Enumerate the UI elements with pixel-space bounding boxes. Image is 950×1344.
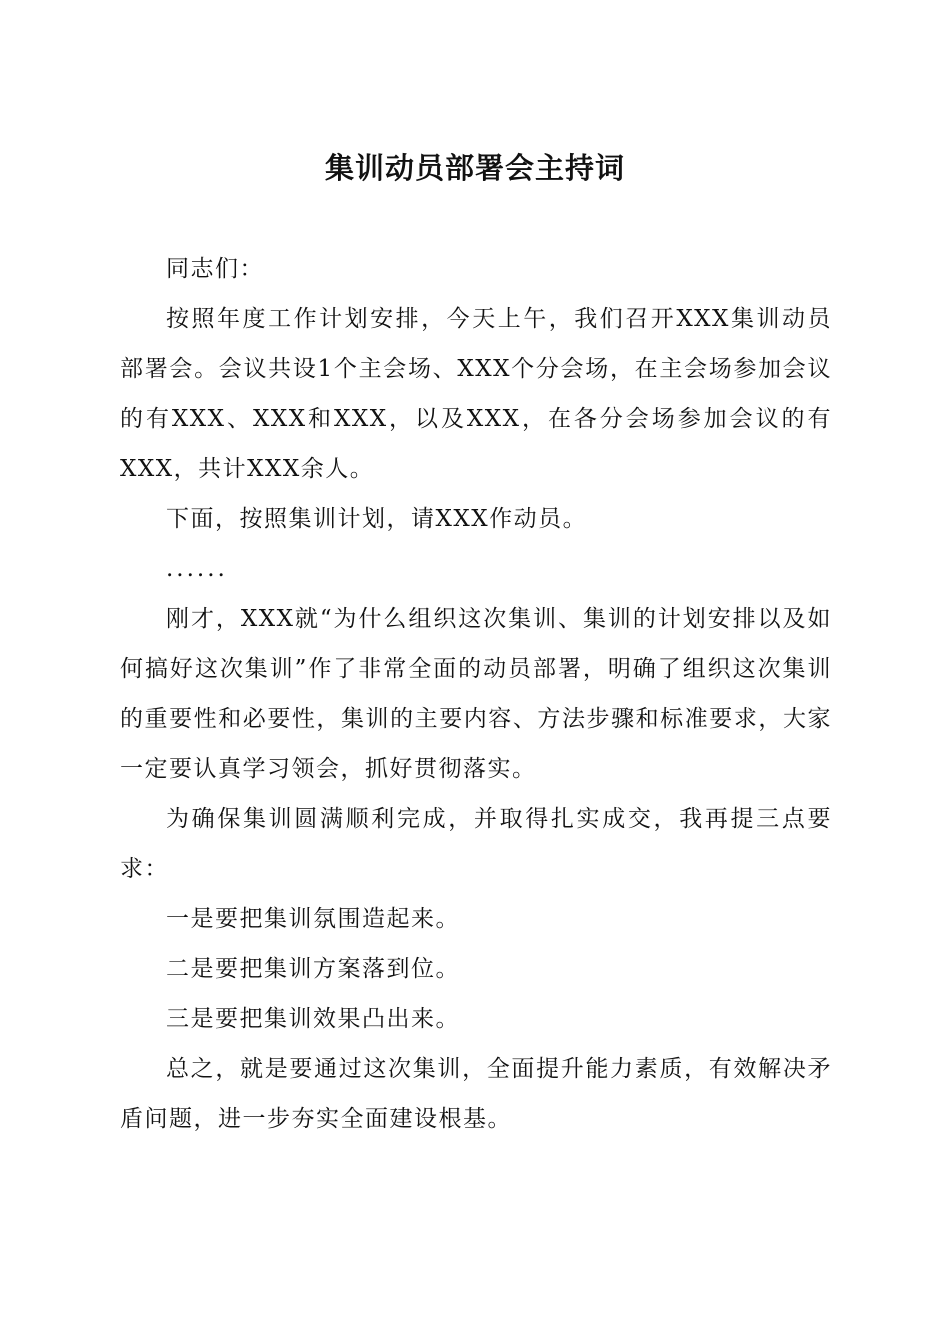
paragraph-requirement-2: 二是要把集训方案落到位。 xyxy=(166,956,460,982)
document-title: 集训动员部署会主持词 xyxy=(324,151,625,185)
document-body xyxy=(120,244,832,1144)
paragraph-ellipsis: ...... xyxy=(166,556,228,582)
paragraph-conclusion: 总之，就是要通过这次集训，全面提升能力素质，有效解决矛盾问题，进一步夯实全面建设根基。 xyxy=(120,1056,832,1132)
paragraph-greeting: 同志们： xyxy=(166,256,264,282)
paragraph-summary: 刚才，XXX就“为什么组织这次集训、集训的计划安排以及如何搞好这次集训”作了非常全面的动员部署，明确了组织这次集训的重要性和必要性，集训的主要内容、方法步骤和标准要求，大家一定要认真学习领会，抓好贯彻落实。 xyxy=(120,606,832,782)
paragraph-meeting-intro: 按照年度工作计划安排，今天上午，我们召开XXX集训动员部署会。会议共设1个主会场、XXX个分会场，在主会场参加会议的有XXX、XXX和XXX，以及XXX，在各分会场参加会议的有XXX，共计XXX余人。 xyxy=(120,306,832,482)
paragraph-mobilization: 下面，按照集训计划，请XXX作动员。 xyxy=(166,506,588,532)
paragraph-requirements-intro: 为确保集训圆满顺利完成，并取得扎实成交，我再提三点要求： xyxy=(120,806,832,882)
paragraph-requirement-1: 一是要把集训氛围造起来。 xyxy=(166,906,460,932)
paragraph-requirement-3: 三是要把集训效果凸出来。 xyxy=(166,1006,460,1032)
